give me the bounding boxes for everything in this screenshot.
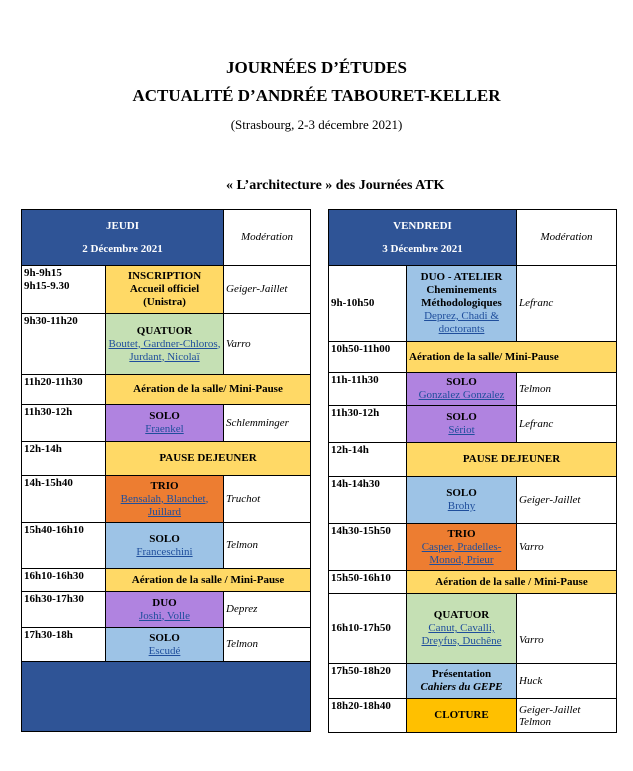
title-line-1: JOURNÉES D’ÉTUDES xyxy=(226,58,407,77)
activity-sub: Accueil officiel (Unistra) xyxy=(129,283,200,308)
duo-cell xyxy=(106,592,224,628)
activity-title: CLOTURE xyxy=(434,709,489,721)
speaker-links[interactable]: Gonzalez Gonzalez xyxy=(418,389,505,401)
activity-title: SOLO xyxy=(446,376,477,388)
speaker-links[interactable]: Sériot xyxy=(448,424,475,436)
time-cell: 18h20-18h40 xyxy=(329,699,407,733)
activity-title: DUO xyxy=(152,596,177,609)
time-cell: 14h-15h40 xyxy=(22,476,106,523)
moderator: Schlemminger xyxy=(224,405,311,442)
activity-title: SOLO xyxy=(149,410,180,422)
time-cell: 17h50-18h20 xyxy=(329,664,407,699)
vendredi-header xyxy=(329,210,517,266)
activity-title: DUO - ATELIER xyxy=(420,271,503,283)
time-cell: 9h-9h15 9h15-9.30 xyxy=(22,266,106,314)
solo-cell xyxy=(106,405,224,442)
time-cell: 9h-10h50 xyxy=(329,266,407,342)
time-cell: 11h-11h30 xyxy=(329,373,407,406)
time-cell: 12h-14h xyxy=(329,443,407,477)
moderator: Varro xyxy=(517,524,617,571)
time-cell: 11h30-12h xyxy=(22,405,106,442)
time-cell: 16h30-17h30 xyxy=(22,592,106,628)
activity-title: TRIO xyxy=(150,479,179,492)
trio-cell xyxy=(106,476,224,523)
time-cell: 15h40-16h10 xyxy=(22,523,106,569)
time-cell: 14h30-15h50 xyxy=(329,524,407,571)
moderator: Telmon xyxy=(224,523,311,569)
quatuor-cell xyxy=(106,314,224,375)
activity-title: SOLO xyxy=(446,411,477,423)
speaker-links[interactable]: Boutet, Gardner-Chloros, Jurdant, Nicolaï xyxy=(108,337,221,363)
quatuor-cell xyxy=(407,594,517,664)
vendredi-day: VENDREDI xyxy=(393,219,452,232)
time-cell: 14h-14h30 xyxy=(329,477,407,524)
time-cell: 11h20-11h30 xyxy=(22,375,106,405)
speaker-links[interactable]: Canut, Cavalli, Dreyfus, Duchêne xyxy=(421,622,502,647)
trio-cell xyxy=(407,524,517,571)
duo-atelier-cell xyxy=(407,266,517,342)
speaker-links[interactable]: Bensalah, Blanchet, Juillard xyxy=(120,492,209,518)
moderator: Truchot xyxy=(224,476,311,523)
moderator: Lefranc xyxy=(517,266,617,342)
empty-navy-block xyxy=(22,662,311,732)
vendredi-table xyxy=(328,209,617,733)
moderator: Geiger-Jaillet xyxy=(517,477,617,524)
time-cell: 17h30-18h xyxy=(22,628,106,662)
time-cell: 12h-14h xyxy=(22,442,106,476)
speaker-links[interactable]: Fraenkel xyxy=(145,423,184,435)
moderator: Varro xyxy=(517,594,617,664)
time-cell: 16h10-17h50 xyxy=(329,594,407,664)
moderator: Telmon xyxy=(517,373,617,406)
mini-pause-cell: Aération de la salle / Mini-Pause xyxy=(106,569,311,592)
solo-cell xyxy=(106,628,224,662)
jeudi-date: 2 Décembre 2021 xyxy=(82,242,163,255)
activity-sub: Cahiers du GEPE xyxy=(420,681,503,693)
speaker-links[interactable]: Joshi, Volle xyxy=(139,609,190,622)
title-line-2: ACTUALITÉ D’ANDRÉE TABOURET-KELLER xyxy=(132,86,501,105)
jeudi-table xyxy=(21,209,311,732)
pause-dejeuner-cell: PAUSE DEJEUNER xyxy=(407,443,617,477)
mini-pause-cell: Aération de la salle / Mini-Pause xyxy=(407,571,617,594)
subtitle: (Strasbourg, 2-3 décembre 2021) xyxy=(230,117,403,132)
activity-title: TRIO xyxy=(447,527,476,540)
speaker-links[interactable]: Casper, Pradelles-Monod, Prieur xyxy=(421,540,502,566)
moderator: Geiger-Jaillet Telmon xyxy=(517,699,617,733)
moderator: Lefranc xyxy=(517,406,617,443)
moderator: Geiger-Jaillet xyxy=(224,266,311,314)
jeudi-header xyxy=(22,210,224,266)
pause-dejeuner-cell: PAUSE DEJEUNER xyxy=(106,442,311,476)
jeudi-moderation-header: Modération xyxy=(224,210,311,266)
activity-title: QUATUOR xyxy=(136,324,193,337)
activity-title: QUATUOR xyxy=(433,609,490,621)
activity-sub: Cheminements Méthodologiques xyxy=(421,284,502,309)
activity-title: SOLO xyxy=(149,631,180,644)
moderator: Varro xyxy=(224,314,311,375)
time-cell: 9h30-11h20 xyxy=(22,314,106,375)
activity-title: SOLO xyxy=(149,532,180,545)
jeudi-day: JEUDI xyxy=(105,219,139,232)
mini-pause-cell: Aération de la salle/ Mini-Pause xyxy=(106,375,311,405)
solo-cell xyxy=(407,477,517,524)
time-cell: 11h30-12h xyxy=(329,406,407,443)
moderator: Deprez xyxy=(224,592,311,628)
vendredi-moderation-header: Modération xyxy=(517,210,617,266)
speaker-links[interactable]: Deprez, Chadi & doctorants xyxy=(424,310,499,335)
speaker-links[interactable]: Escudé xyxy=(148,644,181,657)
time-cell: 15h50-16h10 xyxy=(329,571,407,594)
speaker-links[interactable]: Franceschini xyxy=(136,545,193,558)
activity-title: SOLO xyxy=(446,487,477,499)
solo-cell xyxy=(407,373,517,406)
presentation-cell xyxy=(407,664,517,699)
cloture-cell xyxy=(407,699,517,733)
architecture-heading: « L’architecture » des Journées ATK xyxy=(226,178,445,193)
vendredi-date: 3 Décembre 2021 xyxy=(382,242,463,255)
moderator: Huck xyxy=(517,664,617,699)
time-cell: 16h10-16h30 xyxy=(22,569,106,592)
solo-cell xyxy=(407,406,517,443)
inscription-cell xyxy=(106,266,224,314)
solo-cell xyxy=(106,523,224,569)
activity-title: INSCRIPTION xyxy=(127,270,202,282)
activity-title: Présentation xyxy=(431,668,492,680)
moderator: Telmon xyxy=(224,628,311,662)
speaker-links[interactable]: Brohy xyxy=(447,500,476,512)
time-cell: 10h50-11h00 xyxy=(329,342,407,373)
mini-pause-cell: Aération de la salle/ Mini-Pause xyxy=(407,342,617,373)
